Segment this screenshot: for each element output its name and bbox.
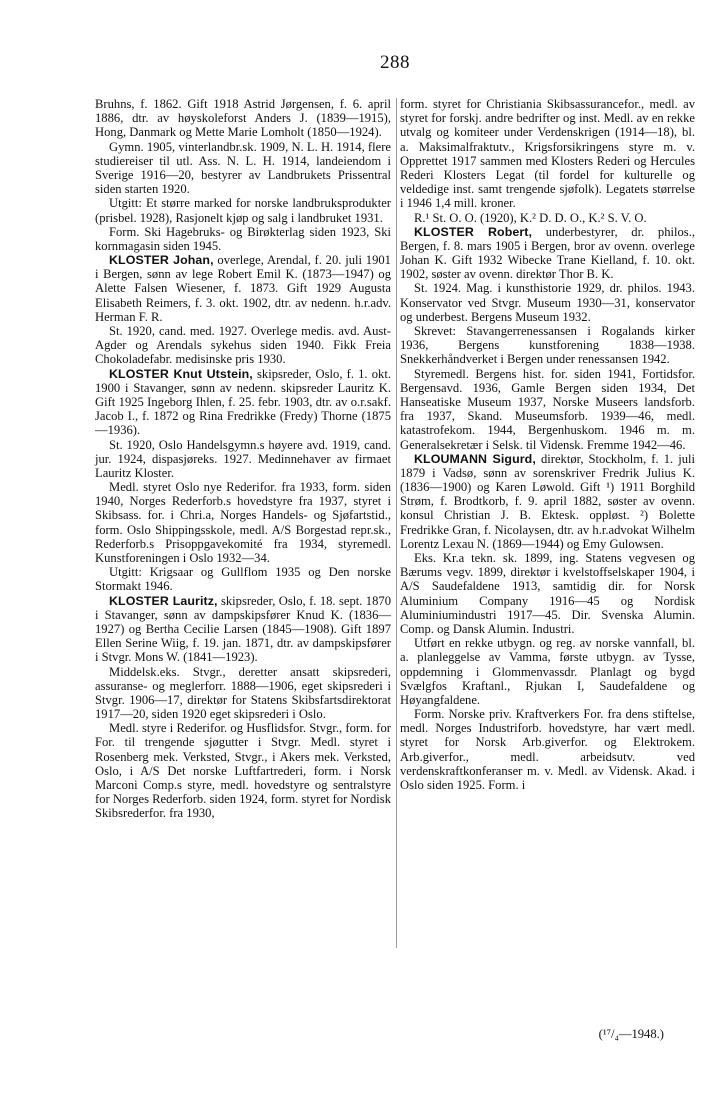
paragraph: Utgitt: Et større marked for norske landbruksprodukter (prisbel. 1928), Rasjonelt kjøp og salg i landbruket 1931.: [95, 196, 391, 225]
paragraph: Utgitt: Krigsaar og Gullflom 1935 og Den norske Stormakt 1946.: [95, 565, 391, 594]
biography-entry: [95, 367, 391, 438]
paragraph: Form. Norske priv. Kraftverkers For. fra dens stiftelse, medl. Norges Industriforb. hovedstyre, har vært medl. styret for Norsk Arb.giverfor. og Elektrokem. Arb.giverfor., medl. arbeidsutv. ved verdenskraftkonferanser m. v. Medl. av Vidensk. Akad. i Oslo siden 1925. Form. i: [400, 707, 695, 792]
entry-text: skipsreder, Oslo, f. 18. sept. 1870 i Stavanger, sønn av dampskipsfører Knud K. (1836—1927) og Bertha Cecilie Larsen (1845—1908). Gift 1897 Ellen Serine Wiig, f. 19. jan. 1871, dtr. av dampskipsfører i Stvgr. Mons W. (1841—1923).: [95, 593, 391, 665]
paragraph: Form. Ski Hagebruks- og Birøkterlag siden 1923, Ski kornmagasin siden 1945.: [95, 224, 391, 253]
entry-name: KLOSTER Johan,: [109, 253, 214, 268]
paragraph: Gymn. 1905, vinterlandbr.sk. 1909, N. L. H. 1914, flere studiereiser til utl. Ass. N. L. H. 1914, landeiendom i Sverige 1916—20, bestyrer av Landbrukets Prissentral siden starten 1920.: [95, 139, 391, 197]
paragraph: Eks. Kr.a tekn. sk. 1899, ing. Statens vegvesen og Bærums vegv. 1899, direktør i kvelstoffselskaper 1904, i A/S Saudefaldene 1913, samtidig dir. for Norsk Aluminium Company 1916—45 og Nordisk Aluminiumindustri 1917—45. Dir. Svenska Alumin. Comp. og Dansk Alumin. Industri.: [400, 551, 695, 636]
paragraph: Medl. styret Oslo nye Rederifor. fra 1933, form. siden 1940, Norges Rederforb.s hovedstyre fra 1937, styret i Skibsass. for. i Chri.a, Norges Handels- og Sjøfartstid., form. Oslo Shippingsskole, medl. A/S Borgestad repr.sk., Rederforb.s Prisoppgavekomité fra 1934, styremedl. Kunstforeningen i Oslo 1932—34.: [95, 480, 391, 565]
paragraph: St. 1920, cand. med. 1927. Overlege medis. avd. Aust-Agder og Arendals sykehus siden 1940. Fikk Freia Chokoladefabr. medisinske pris 1930.: [95, 324, 391, 367]
entry-name: KLOSTER Knut Utstein,: [109, 366, 253, 381]
column-divider: [396, 98, 397, 948]
paragraph: Styremedl. Bergens hist. for. siden 1941, Fortidsfor. Bergensavd. 1936, Gamle Bergen siden 1934, Det Hanseatiske Museum 1937, Norske Museers landsforb. fra 1937, Skand. Museumsforb. 1939—46, medl. katastrofekom. 1944, Bergenhuskom. 1946 m. m. Generalsekretær i Selsk. til Vidensk. Fremme 1942—46.: [400, 366, 695, 452]
biography-entry: [400, 225, 695, 282]
entry-name: KLOSTER Lauritz,: [109, 593, 218, 608]
entry-text: direktør, Stockholm, f. 1. juli 1879 i Vadsø, sønn av sorenskriver Fredrik Julius K. (1836—1900) og Karen Løwold. Gift ¹) 1911 Borghild Strøm, f. Brodtkorb, f. 9. april 1882, søster av ovenn. konsul Christian J. B. Ektesk. oppløst. ²) Bolette Fredrikke Gran, f. Nicolaysen, dtr. av h.r.advokat Wilhelm Lorentz Lexau N. (1869—1944) og Emy Gulowsen.: [400, 451, 695, 551]
entry-text: underbestyrer, dr. philos., Bergen, f. 8. mars 1905 i Bergen, bror av ovenn. overlege Johan K. Gift 1932 Wibecke Trane Kielland, f. 10. okt. 1902, søster av ovenn. direktør Thor B. K.: [400, 224, 695, 282]
paragraph: Skrevet: Stavangerrenessansen i Rogalands kirker 1936, Bergens kunstforening 1838—1938. Snekkerhåndverket i Bergen under renessansen 1942.: [400, 324, 695, 367]
paragraph: R.¹ St. O. O. (1920), K.² D. D. O., K.² S. V. O.: [414, 210, 647, 225]
biography-entry: [400, 452, 695, 551]
entry-text: skipsreder, Oslo, f. 1. okt. 1900 i Stavanger, sønn av nedenn. skipsreder Lauritz K. Gift 1925 Ingeborg Ihlen, f. 25. febr. 1903, dtr. av o.r.sakf. Jacob I., f. 1872 og Rina Fredrikke (Fredy) Thorne (1875—1936).: [95, 366, 391, 438]
paragraph: Medl. styre i Rederifor. og Husflidsfor. Stvgr., form. for For. til trengende sjøgutter i Stvgr. Medl. styret i Rosenberg mek. Verksted, Stvgr., i Akers mek. Verksted, Oslo, i A/S Det norske Luftfartrederi, form. i Norsk Marconi Comp.s styre, medl. hovedstyre og sentralstyre for Norges Rederforb. siden 1924, form. styret for Nordisk Skibsrederfor. fra 1930,: [95, 721, 392, 821]
paragraph: Middelsk.eks. Stvgr., deretter ansatt skipsrederi, assuranse- og meglerforr. 1888—1906, eget skipsrederi i Stvgr. 1906—17, direktør for Statens Skibsfartsdirektorat 1917—20, siden 1920 eget skipsrederi i Oslo.: [95, 664, 391, 722]
paragraph: Utført en rekke utbygn. og reg. av norske vannfall, bl. a. planleggelse av Vamma, første utbygn. av Tysse, oppdemning i Glommenvassdr. Planlagt og bygd Svælgfos Kraftanl., Rjukan I, Saudefaldene og Høyangfaldene.: [400, 636, 695, 707]
paragraph: St. 1924. Mag. i kunsthistorie 1929, dr. philos. 1943. Konservator ved Stvgr. Museum 1930—31, konservator og underbest. Bergens Museum 1932.: [400, 281, 695, 324]
paragraph: St. 1920, Oslo Handelsgymn.s høyere avd. 1919, cand. jur. 1924, dispasjøreks. 1927. Medinnehaver av firmaet Lauritz Kloster.: [95, 437, 391, 480]
entry-name: KLOUMANN Sigurd,: [414, 451, 536, 466]
left-column: [95, 97, 391, 821]
page-number: 288: [380, 52, 410, 73]
biography-entry: [95, 253, 391, 324]
continued-paragraph: Bruhns, f. 1862. Gift 1918 Astrid Jørgensen, f. 6. april 1886, dtr. av høyskoleforst Anders J. (1839—1915), Hong, Danmark og Mette Marie Lomholt (1850—1924).: [95, 97, 391, 140]
continued-paragraph: form. styret for Christiania Skibsassurancefor., medl. av styret for forskj. andre bedrifter og inst. Medl. av en rekke utvalg og komiteer under Verdenskrigen (1914—18), bl. a. Maksimalfraktutv., Krigsforsikringens styre m. v. Opprettet 1917 sammen med Klosters Rederi og Hercules Rederi Klosters Legat (til fordel for kulturelle og veldedige inst. samt trengende sjøfolk). Legatets størrelse i 1946 1,4 mill. kroner.: [400, 97, 695, 211]
dateline: (¹⁷/₄—1948.): [598, 1027, 664, 1041]
right-column: [400, 97, 695, 792]
entry-name: KLOSTER Robert,: [414, 224, 533, 239]
entry-text: overlege, Arendal, f. 20. juli 1901 i Bergen, sønn av lege Robert Emil K. (1873—1947) og Alette Falsen Wiesener, f. 1873. Gift 1929 Augusta Elisabeth Reimers, f. 3. okt. 1902, dtr. av nedenn. h.r.adv. Herman F. R.: [95, 253, 391, 324]
biography-entry: [95, 594, 391, 665]
